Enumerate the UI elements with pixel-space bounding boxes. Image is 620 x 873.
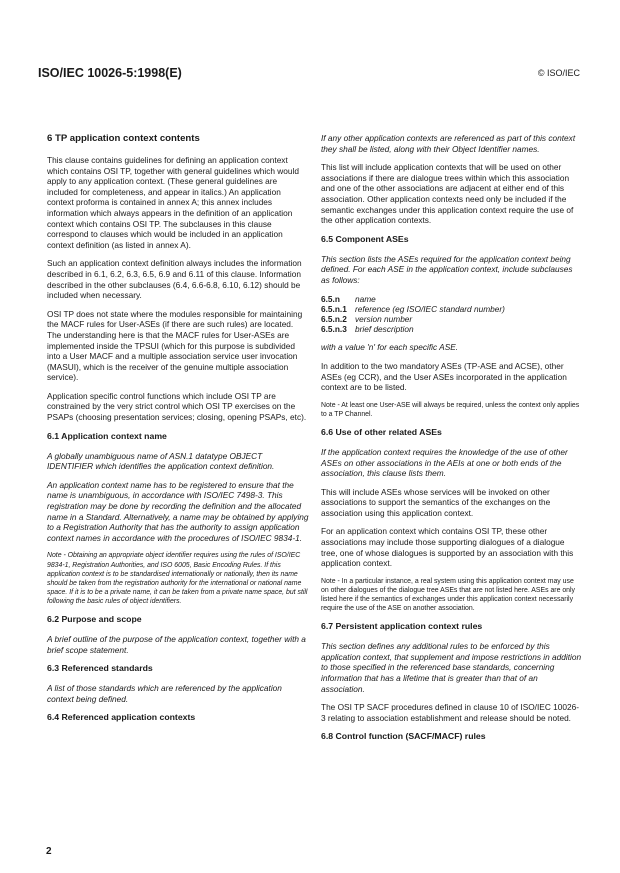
left-column [47,133,309,732]
component-ase-list [321,294,583,335]
section-6-6-para-2: This will include ASEs whose services will be invoked on other associations to support the semantics of the exchanges on the association using this application context. [321,486,551,518]
section-6-2-title: 6.2 Purpose and scope [47,613,142,624]
section-6-1-para-2: An application context name has to be registered to ensure that the name is unambiguous, in accordance with ISO/IEC 7498-3. This registration may be done by recording the definition and the allocated name in a Standard. Alternatively, a name may be obtained by applying to a Registration Authority that has the authority to assign application context names in accordance with the procedures of ISO/IEC 9834-1. [47,479,309,543]
section-6-4-para-1: If any other application contexts are referenced as part of this context they shall be listed, along with their Object Identifier names. [321,133,576,154]
section-6-1-note: Note - Obtaining an appropriate object identifier requires using the rules of ISO/IEC 9834-1, Registration Authorities, and ISO 6005, Basic Encoding Rules. If this application context is to be standardised internationally or nationally, then its name should be taken from the registration authority for the international or national name space. If it is to be a private name, it can be taken from a private name space, but still following the basic rules of object identifiers. [47,552,308,605]
list-item-number: 6.5.n.3 [321,324,347,335]
list-item [321,324,583,334]
right-column [321,133,583,751]
section-6-title: 6 TP application context contents [47,133,200,144]
section-6-7-para-1: This section defines any additional rules to be enforced by this application context, that supplement and impose restrictions in addition to those specified in the referenced base standards, concerning information that has a lifetime that is greater than that of an association. [321,641,582,694]
section-6-para-3: OSI TP does not state where the modules responsible for maintaining the MACF rules for User-ASEs (if there are such rules) are located. The understanding here is that the MACF rules for User-ASEs are implemented inside the TPSUI (which for this purpose is subdivided into a User MACF and a multiple association service user invocation (MASUI), which is the receiver of the genuine multiple association service). [47,308,303,383]
section-6-para-2: Such an application context definition always includes the information described in 6.1, 6.2, 6.3, 6.5, 6.9 and 6.11 of this clause. Information described in the other subclauses (6.4, 6.6-6.8, 6.10, 6.12) should be included when necessary. [47,258,302,301]
list-item-number: 6.5.n.2 [321,313,347,324]
list-item-text: name [355,293,376,304]
list-item [321,304,583,314]
list-item-number: 6.5.n.1 [321,303,347,314]
list-item-text: version number [355,313,413,324]
section-6-5-para-2: with a value 'n' for each specific ASE. [321,342,459,353]
section-6-5-para-1: This section lists the ASEs required for the application context being defined. For each ASE in the application context, include subclauses as follows: [321,253,573,285]
copyright-notice: © ISO/IEC [537,68,580,78]
list-item [321,294,583,304]
section-6-5-title: 6.5 Component ASEs [321,233,409,244]
list-item-number: 6.5.n [321,293,340,304]
section-6-5-para-3: In addition to the two mandatory ASEs (TP-ASE and ACSE), other ASEs (eg CCR), and the User ASEs incorporated in the application context are to be listed. [321,360,567,393]
page-number: 2 [46,846,52,857]
section-6-7-para-2: The OSI TP SACF procedures defined in clause 10 of ISO/IEC 10026-3 relating to association establishment and release should be noted. [321,702,579,723]
section-6-8-title: 6.8 Control function (SACF/MACF) rules [321,731,486,742]
list-item-text: brief description [355,324,414,335]
list-item-text: reference (eg ISO/IEC standard number) [355,303,505,314]
section-6-6-para-1: If the application context requires the knowledge of the use of other ASEs on other associations in the AEIs at one or both ends of the association, this clause lists them. [321,446,568,479]
section-6-para-1: This clause contains guidelines for defining an application context which contains OSI TP, together with general guidelines which would apply to any application context. (These general guidelines are included for completeness, and appear in italics.) An application context proforma is contained in annex A; this annex includes information which always appears in the definition of an application context which contains OSI TP. The subclauses in this clause correspond to clauses which would be included in an application context definition (as listed in annex A). [47,155,299,250]
section-6-6-title: 6.6 Use of other related ASEs [321,426,442,437]
section-6-3-para-1: A list of those standards which are referenced by the application context being defined. [47,683,282,704]
section-6-7-title: 6.7 Persistent application context rules [321,621,483,632]
section-6-5-note: Note - At least one User-ASE will always be required, unless the context only applies to a TP Channel. [321,401,580,418]
section-6-1-para-1: A globally unambiguous name of ASN.1 datatype OBJECT IDENTIFIER which identifies the application context definition. [47,450,275,472]
section-6-4-para-2: This list will include application contexts that will be used on other associations if there are dialogue trees within which this association and one of the other associations are adjacent at either end of this association. Other application contexts need only be included if the semantic exchanges under this application context require the use of the other application contexts. [321,162,574,226]
section-6-6-note: Note - In a particular instance, a real system using this application context may use on other dialogues of the dialogue tree ASEs that are not listed here. ASEs are only listed here if the semantics of exchanges under this application context necessarily require the use of the ASE on another association. [321,577,575,613]
list-item [321,314,583,324]
document-id: ISO/IEC 10026-5:1998(E) [38,66,182,80]
section-6-4-title: 6.4 Referenced application contexts [47,712,196,723]
section-6-3-title: 6.3 Referenced standards [47,663,153,674]
section-6-1-title: 6.1 Application context name [47,430,167,441]
section-6-6-para-3: For an application context which contains OSI TP, these other associations may include those supporting dialogues of a dialogue tree, one of whose dialogues is supported by an association with this application context. [321,526,574,569]
section-6-2-para-1: A brief outline of the purpose of the application context, together with a brief scope statement. [47,633,306,655]
section-6-para-4: Application specific control functions which include OSI TP are constrained by the very strict control which OSI TP exercises on the PSAPs (choosing presentation services; closing, opening PSAPs, etc). [47,390,307,423]
